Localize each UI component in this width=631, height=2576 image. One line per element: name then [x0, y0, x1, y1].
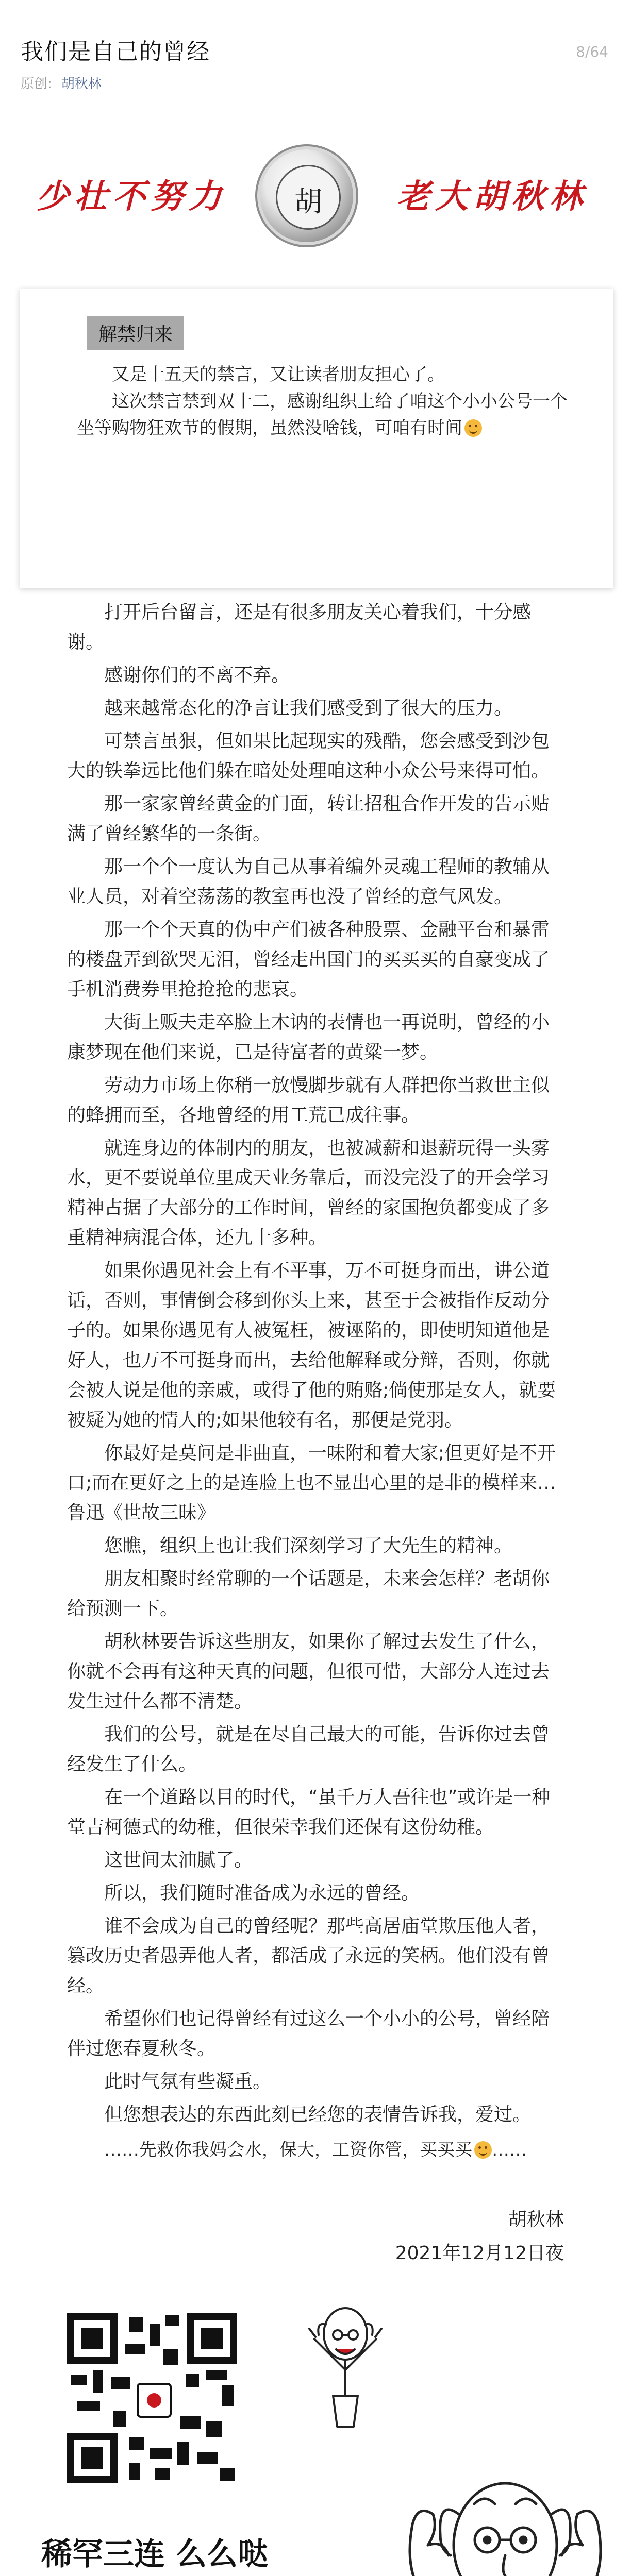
article-body	[67, 598, 562, 2133]
notice-tag: 解禁归来	[87, 316, 184, 350]
article-paragraph: 大街上贩夫走卒脸上木讷的表情也一再说明，曾经的小康梦现在他们来说，已是待富者的黄粱一梦。	[67, 1012, 550, 1063]
article-paragraph: 越来越常态化的净言让我们感受到了很大的压力。	[104, 698, 513, 719]
article-paragraph: 就连身边的体制内的朋友，也被减薪和退薪玩得一头雾水，更不要说单位里成天业务靠后，而没完没了的开会学习精神占据了大部分的工作时间，曾经的家国抱负都变成了多重精神病混合体，还九十多种。	[67, 1138, 550, 1248]
seal-logo-icon: 胡	[260, 149, 353, 242]
cartoon-man-small	[309, 2308, 381, 2427]
article-paragraph: 这世间太油腻了。	[104, 1850, 253, 1871]
page-indicator: 8/64	[576, 43, 608, 60]
article-paragraph: 此时气氛有些凝重。	[104, 2071, 272, 2092]
article-paragraph: 那一个个一度认为自己从事着编外灵魂工程师的教辅从业人员，对着空荡荡的教室再也没了曾经的意气风发。	[67, 856, 550, 907]
article-paragraph: 如果你遇见社会上有不平事，万不可挺身而出，讲公道话，否则，事情倒会移到你头上来，甚至于会被指作反动分子的。如果你遇见有人被冤枉，被诬陷的，即使明知道他是好人，也万不可挺身而出，去给他解释或分辩，否则，你就会被人说是他的亲戚，或得了他的贿赂;倘使那是女人，就要被疑为她的情人的;如果他较有名，那便是党羽。	[67, 1260, 556, 1431]
article-paragraph: 谁不会成为自己的曾经呢？那些高居庙堂欺压他人者，篡改历史者愚弄他人者，都活成了永远的笑柄。他们没有曾经。	[67, 1916, 550, 1996]
article-paragraph: 那一个个天真的伪中产们被各种股票、金融平台和暴雷的楼盘弄到欲哭无泪，曾经走出国门的买买买的自豪变成了手机消费券里抢抢抢的悲哀。	[67, 919, 550, 1000]
article-paragraph: 你最好是莫问是非曲直，一味附和着大家;但更好是不开口;而在更好之上的是连脸上也不显出心里的是非的模样来…鲁迅《世故三昧》	[67, 1443, 556, 1523]
qr-code-icon	[67, 2313, 237, 2483]
article-paragraph: 感谢你们的不离不弃。	[104, 665, 290, 686]
notice-paragraph: 又是十五天的禁言，又让读者朋友担心了。	[112, 364, 445, 385]
article-paragraph: 但您想表达的东西此刻已经您的表情告诉我，爱过。	[104, 2104, 532, 2125]
closing-ellipsis: ……	[492, 2140, 527, 2160]
notice-body	[77, 361, 572, 442]
notice-card	[20, 289, 613, 588]
author-link[interactable]: 胡秋林	[61, 76, 102, 92]
article-paragraph: 那一家家曾经黄金的门面，转让招租合作开发的告示贴满了曾经繁华的一条街。	[67, 793, 550, 844]
article-paragraph: 希望你们也记得曾经有过这么一个小小的公号，曾经陪伴过您春夏秋冬。	[67, 2008, 550, 2059]
banner-left-text: 少壮不努力	[36, 177, 227, 216]
smile-emoji-icon	[464, 419, 482, 437]
article-paragraph: 打开后台留言，还是有很多朋友关心着我们，十分感谢。	[67, 602, 532, 653]
article-paragraph: 您瞧，组织上也让我们深刻学习了大先生的精神。	[104, 1535, 513, 1556]
article-paragraph: 朋友相聚时经常聊的一个话题是，未来会怎样？老胡你给预测一下。	[67, 1568, 550, 1619]
article-paragraph: 我们的公号，就是在尽自己最大的可能，告诉你过去曾经发生了什么。	[67, 1724, 550, 1775]
follow-slogan: 稀罕三连 么么哒	[41, 2536, 269, 2572]
closing-line	[0, 2136, 631, 2161]
article-meta	[21, 73, 102, 92]
notice-paragraph: 这次禁言禁到双十二，感谢组织上给了咱这个小小公号一个坐等购物狂欢节的假期，虽然没啥钱，可咱有时间	[77, 391, 568, 438]
article-header	[0, 0, 631, 103]
banner-right-text: 老大胡秋林	[397, 177, 588, 216]
smile-emoji-icon	[474, 2141, 492, 2159]
article-paragraph: 胡秋林要告诉这些朋友，如果你了解过去发生了什么，你就不会再有这种天真的问题，但很可惜，大部分人连过去发生过什么都不清楚。	[67, 1631, 550, 1712]
article-paragraph: 可禁言虽狠，但如果比起现实的残酷，您会感受到沙包大的铁拳远比他们躲在暗处处理咱这种小众公号来得可怕。	[67, 731, 550, 782]
article-paragraph: 在一个道路以目的时代，“虽千万人吾往也”或许是一种堂吉柯德式的幼稚，但很荣幸我们还保有这份幼稚。	[67, 1787, 551, 1838]
cartoon-man-large	[410, 2483, 601, 2576]
article-title: 我们是自己的曾经	[21, 39, 210, 65]
cartoon-illustration	[289, 2298, 629, 2576]
article-paragraph: 所以，我们随时准备成为永远的曾经。	[104, 1883, 420, 1904]
signature-date: 2021年12月12日夜	[395, 2243, 564, 2264]
signature-name: 胡秋林	[508, 2209, 564, 2230]
header-banner	[0, 139, 631, 237]
origin-label: 原创:	[21, 76, 52, 92]
closing-text: ……先救你我妈会水，保大，工资你管，买买买	[104, 2140, 472, 2160]
article-paragraph: 劳动力市场上你稍一放慢脚步就有人群把你当救世主似的蜂拥而至，各地曾经的用工荒已成往事。	[67, 1075, 550, 1126]
